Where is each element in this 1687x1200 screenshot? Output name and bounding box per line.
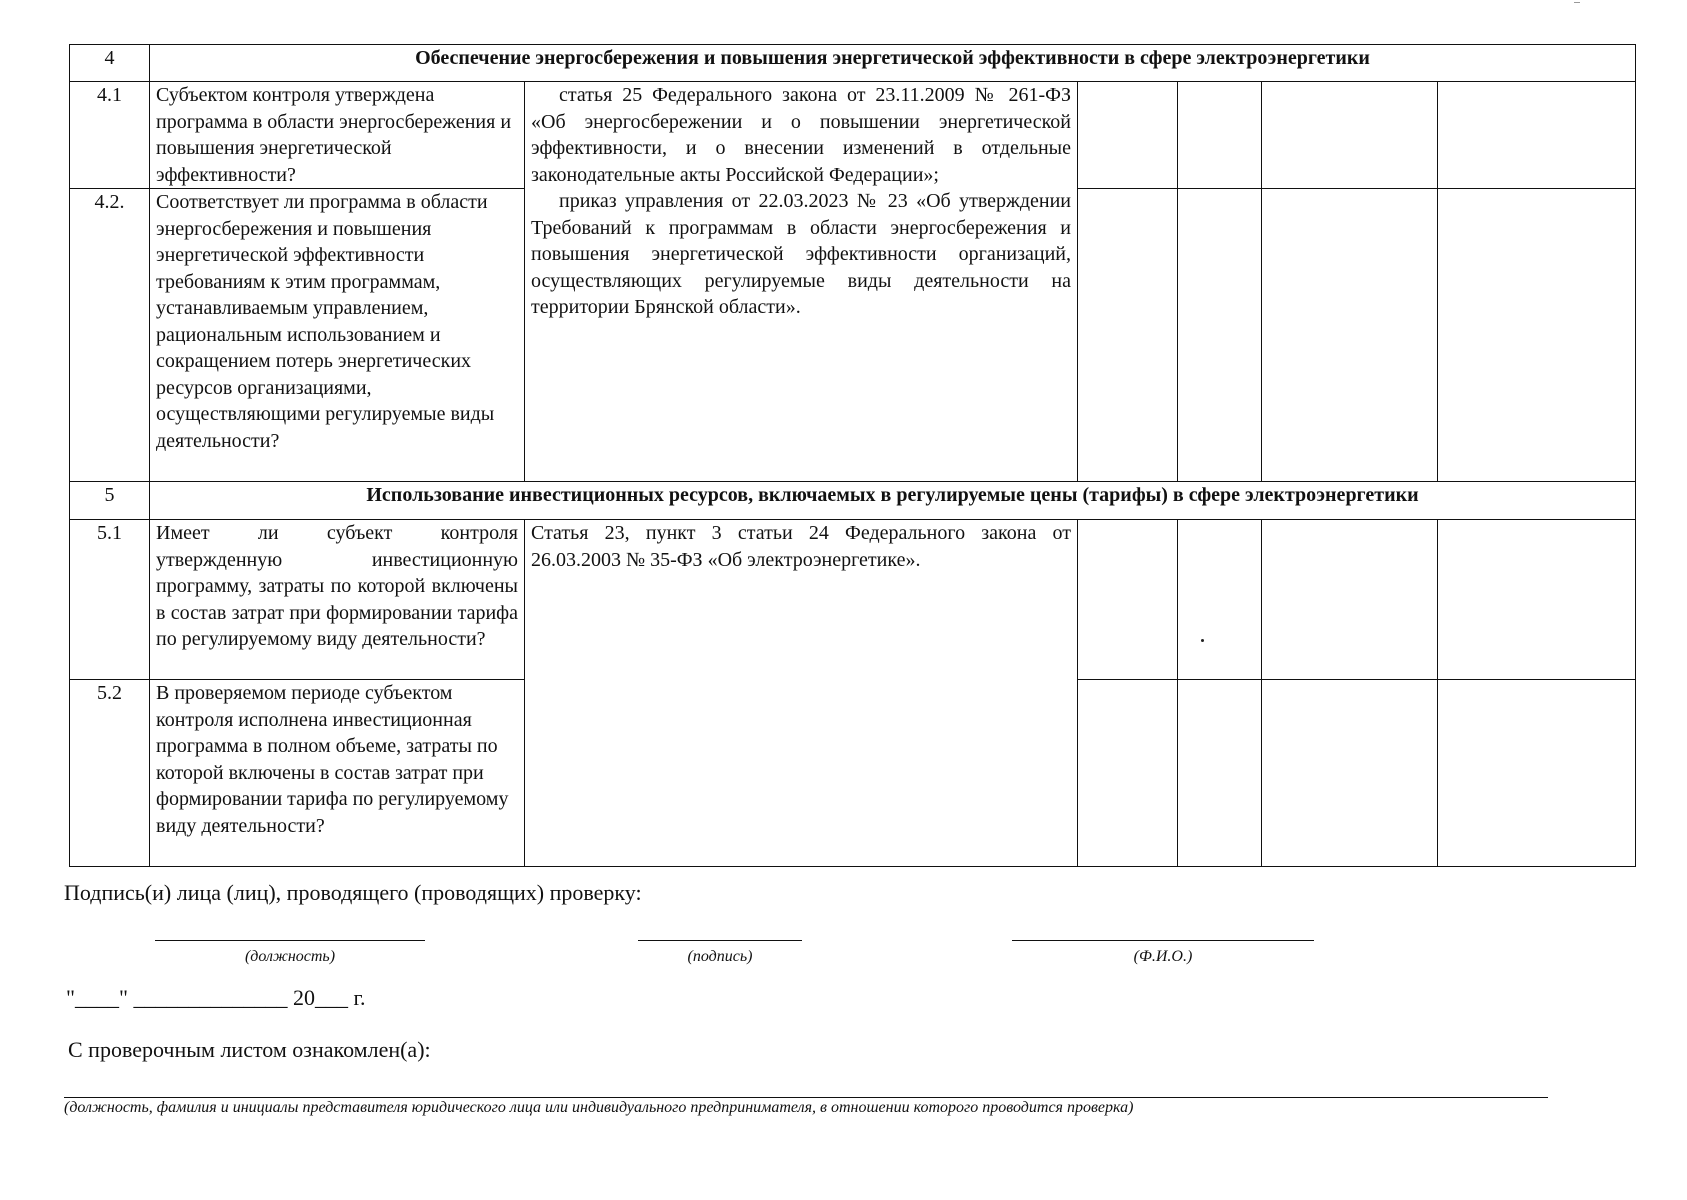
scan-mark bbox=[1574, 2, 1580, 3]
section-header-row bbox=[70, 45, 1636, 82]
name-line bbox=[1012, 940, 1314, 941]
section-title: Обеспечение энергосбережения и повышения энергетической эффективности в сфере электроэнергетики bbox=[150, 45, 1636, 82]
acknowledgement-label: С проверочным листом ознакомлен(а): bbox=[68, 1037, 431, 1062]
date-line: "____" ______________ 20___ г. bbox=[66, 985, 366, 1010]
signature-line bbox=[638, 940, 802, 941]
question-cell: Имеет ли субъект контроля утвержденную инвестиционную программу, затраты по которой включены в состав затрат при формировании тарифа по регулируемому виду деятельности? bbox=[150, 520, 525, 680]
legal-basis-paragraph: Статья 23, пункт 3 статьи 24 Федерального закона от 26.03.2003 № 35-ФЗ «Об электроэнергетике». bbox=[531, 522, 1071, 571]
row-number: 4.2. bbox=[70, 189, 150, 482]
answer-yes-cell bbox=[1078, 680, 1178, 867]
signature-caption: (подпись) bbox=[687, 948, 753, 965]
stray-dot bbox=[1201, 639, 1204, 642]
acknowledgement-caption: (должность, фамилия и инициалы представителя юридического лица или индивидуального предпринимателя, в отношении которого проводится проверка) bbox=[64, 1099, 1134, 1116]
answer-no-cell bbox=[1178, 680, 1262, 867]
note-cell bbox=[1438, 680, 1636, 867]
answer-yes-cell bbox=[1078, 189, 1178, 482]
question-cell: Соответствует ли программа в области энергосбережения и повышения энергетической эффективности требованиям к этим программам, устанавливаемым управлением, рациональным использованием и сокращением потерь энергетических ресурсов организациями, осуществляющими регулируемые виды деятельности? bbox=[150, 189, 525, 482]
legal-basis-paragraph: статья 25 Федерального закона от 23.11.2009 № 261-ФЗ «Об энергосбережении и о повышении энергетической эффективности, и о внесении изменений в отдельные законодательные акты Российской Федерации»; bbox=[531, 84, 1071, 186]
legal-basis-cell bbox=[525, 520, 1078, 867]
note-cell bbox=[1438, 520, 1636, 680]
answer-na-cell bbox=[1262, 189, 1438, 482]
row-number: 5.2 bbox=[70, 680, 150, 867]
signature-heading: Подпись(и) лица (лиц), проводящего (проводящих) проверку: bbox=[64, 880, 642, 905]
answer-na-cell bbox=[1262, 520, 1438, 680]
answer-no-cell bbox=[1178, 520, 1262, 680]
acknowledgement-line bbox=[64, 1097, 1548, 1098]
answer-na-cell bbox=[1262, 680, 1438, 867]
answer-yes-cell bbox=[1078, 82, 1178, 189]
checklist-table bbox=[69, 44, 1636, 867]
section-header-row bbox=[70, 482, 1636, 520]
position-line bbox=[155, 940, 425, 941]
position-caption: (должность) bbox=[244, 948, 336, 965]
question-cell: В проверяемом периоде субъектом контроля исполнена инвестиционная программа в полном объеме, затраты по которой включены в состав затрат при формировании тарифа по регулируемому виду деятельности? bbox=[150, 680, 525, 867]
legal-basis-cell bbox=[525, 82, 1078, 482]
legal-basis-paragraph: приказ управления от 22.03.2023 № 23 «Об утверждении Требований к программам в области энергосбережения и повышения энергетической эффективности организаций, осуществляющих регулируемые виды деятельности на территории Брянской области». bbox=[531, 190, 1071, 318]
name-caption: (Ф.И.О.) bbox=[1133, 948, 1193, 965]
table-row bbox=[70, 82, 1636, 189]
answer-no-cell bbox=[1178, 82, 1262, 189]
note-cell bbox=[1438, 189, 1636, 482]
note-cell bbox=[1438, 82, 1636, 189]
answer-no-cell bbox=[1178, 189, 1262, 482]
section-number: 5 bbox=[70, 482, 150, 520]
table-row bbox=[70, 520, 1636, 680]
answer-na-cell bbox=[1262, 82, 1438, 189]
row-number: 4.1 bbox=[70, 82, 150, 189]
answer-yes-cell bbox=[1078, 520, 1178, 680]
question-cell: Субъектом контроля утверждена программа в области энергосбережения и повышения энергетической эффективности? bbox=[150, 82, 525, 189]
row-number: 5.1 bbox=[70, 520, 150, 680]
section-number: 4 bbox=[70, 45, 150, 82]
section-title: Использование инвестиционных ресурсов, включаемых в регулируемые цены (тарифы) в сфере электроэнергетики bbox=[150, 482, 1636, 520]
